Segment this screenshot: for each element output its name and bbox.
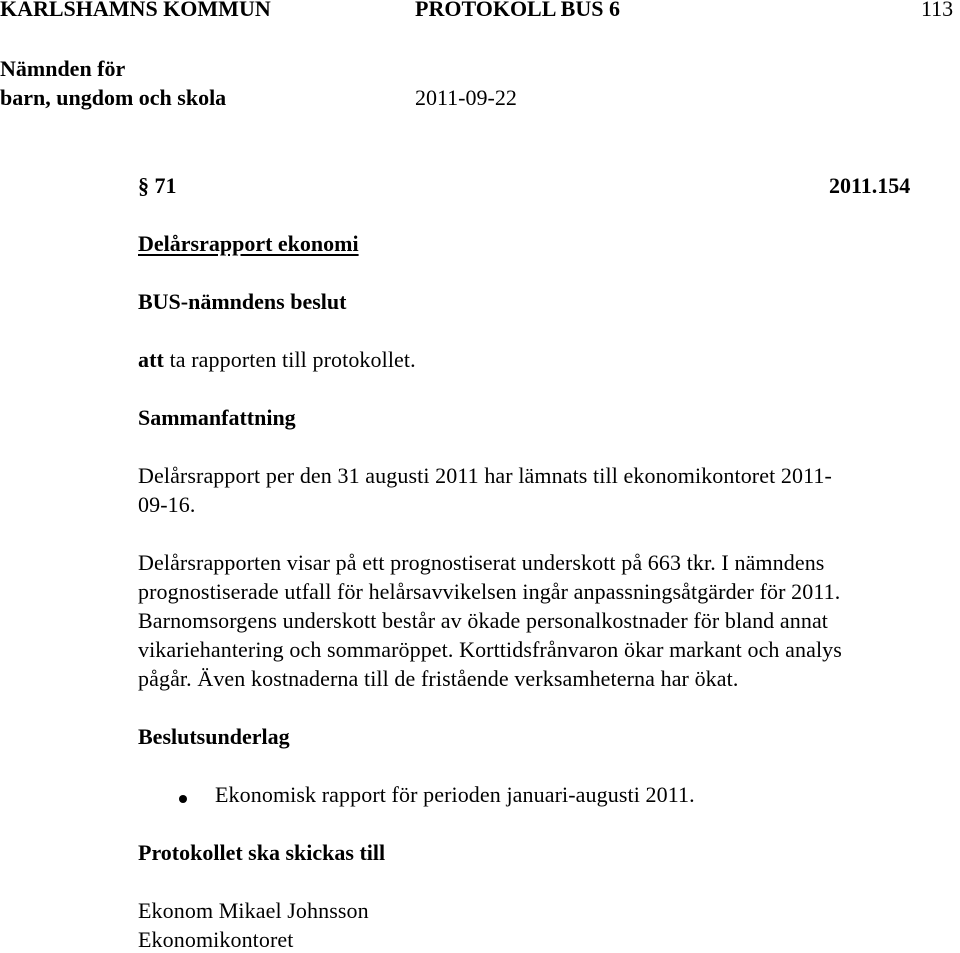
org-name: KARLSHAMNS KOMMUN [0,0,271,21]
recipient: Ekonom Mikael Johnsson [138,898,369,923]
decision-body: ta rapporten till protokollet. [169,347,416,372]
meeting-date: 2011-09-22 [415,85,517,110]
summary-para2-line: prognostiserade utfall för helårsavvikelsen ingår anpassningsåtgärder för 2011. [138,579,841,604]
section-number: § 71 [138,173,177,198]
summary-para1-line1: Delårsrapport per den 31 augusti 2011 har lämnats till ekonomikontoret 2011- [138,463,832,488]
page-number: 113 [921,0,954,21]
reference-number: 2011.154 [829,173,911,198]
distribution-heading: Protokollet ska skickas till [138,840,386,865]
bullet-icon [179,795,187,803]
summary-para2-line: pågår. Även kostnaderna till de fristående verksamheterna har ökat. [138,666,739,691]
basis-item: Ekonomisk rapport för perioden januari-augusti 2011. [215,782,695,807]
committee-name-line2: barn, ungdom och skola [0,85,227,110]
summary-heading: Sammanfattning [138,405,296,430]
basis-heading: Beslutsunderlag [138,724,290,749]
section-title: Delårsrapport ekonomi [138,231,359,256]
decision-heading: BUS-nämndens beslut [138,289,347,314]
recipient: Ekonomikontoret [138,927,294,952]
committee-name-line1: Nämnden för [0,56,126,81]
summary-para2-line: vikariehantering och sommaröppet. Korttidsfrånvaron ökar markant och analys [138,637,842,662]
decision-bold-word: att [138,347,164,372]
summary-para2-line: Delårsrapporten visar på ett prognostiserat underskott på 663 tkr. I nämndens [138,550,825,575]
summary-para1-line2: 09-16. [138,492,196,517]
decision-text [138,347,416,373]
document-type: PROTOKOLL BUS 6 [415,0,620,21]
summary-para2-line: Barnomsorgens underskott består av ökade personalkostnader för bland annat [138,608,829,633]
